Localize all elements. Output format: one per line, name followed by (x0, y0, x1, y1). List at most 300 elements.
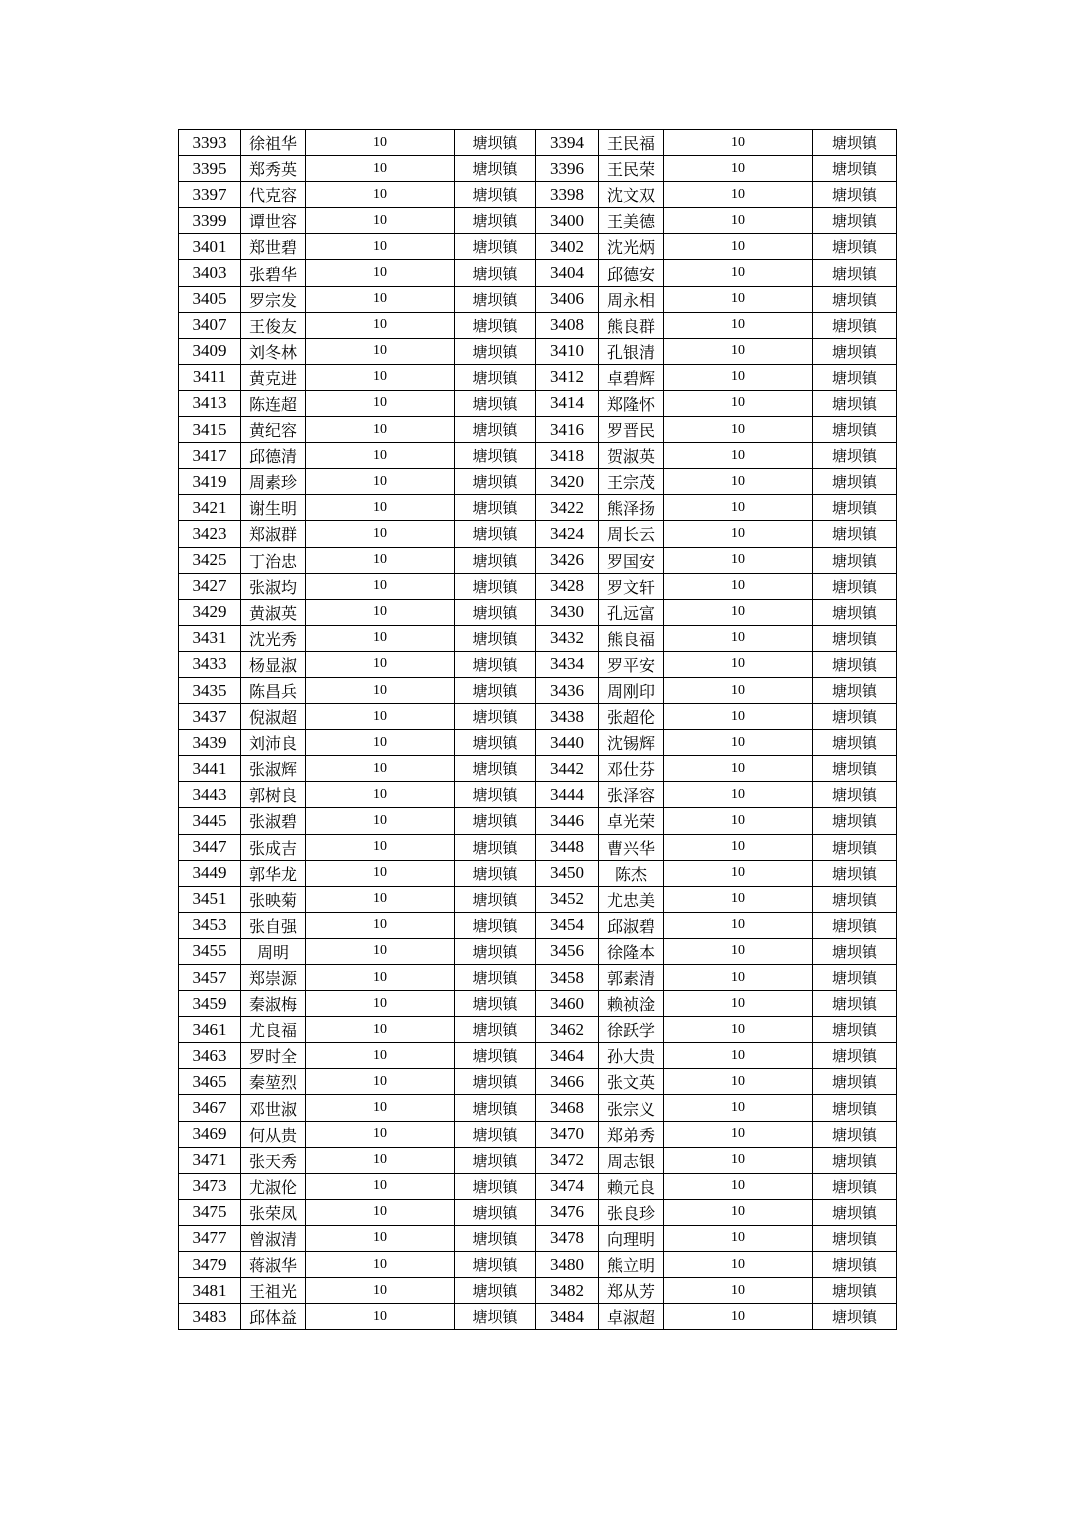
amount-value: 10 (306, 1043, 455, 1069)
record-number: 3415 (179, 417, 241, 443)
amount-value: 10 (306, 364, 455, 390)
person-name: 张成吉 (241, 834, 306, 860)
record-number: 3402 (536, 234, 599, 260)
record-number: 3421 (179, 495, 241, 521)
town-name: 塘坝镇 (455, 260, 536, 286)
town-name: 塘坝镇 (455, 1225, 536, 1251)
amount-value: 10 (664, 234, 813, 260)
record-number: 3466 (536, 1069, 599, 1095)
amount-value: 10 (664, 808, 813, 834)
record-number: 3449 (179, 860, 241, 886)
amount-value: 10 (306, 469, 455, 495)
person-name: 孔远富 (599, 599, 664, 625)
town-name: 塘坝镇 (455, 286, 536, 312)
record-number: 3443 (179, 782, 241, 808)
record-number: 3425 (179, 547, 241, 573)
person-name: 张淑辉 (241, 756, 306, 782)
table-row (179, 599, 897, 625)
town-name: 塘坝镇 (813, 390, 897, 416)
person-name: 周长云 (599, 521, 664, 547)
town-name: 塘坝镇 (455, 208, 536, 234)
town-name: 塘坝镇 (813, 364, 897, 390)
table-row (179, 730, 897, 756)
table-row (179, 130, 897, 156)
table-row (179, 808, 897, 834)
town-name: 塘坝镇 (455, 1147, 536, 1173)
amount-value: 10 (664, 1304, 813, 1330)
amount-value: 10 (664, 390, 813, 416)
town-name: 塘坝镇 (455, 130, 536, 156)
amount-value: 10 (306, 495, 455, 521)
town-name: 塘坝镇 (455, 625, 536, 651)
town-name: 塘坝镇 (455, 991, 536, 1017)
town-name: 塘坝镇 (813, 469, 897, 495)
record-number: 3473 (179, 1173, 241, 1199)
amount-value: 10 (664, 182, 813, 208)
record-number: 3474 (536, 1173, 599, 1199)
town-name: 塘坝镇 (813, 677, 897, 703)
town-name: 塘坝镇 (813, 1225, 897, 1251)
person-name: 曾淑清 (241, 1225, 306, 1251)
person-name: 秦堃烈 (241, 1069, 306, 1095)
table-row (179, 625, 897, 651)
person-name: 徐隆本 (599, 938, 664, 964)
table-row (179, 677, 897, 703)
town-name: 塘坝镇 (455, 599, 536, 625)
person-name: 张文英 (599, 1069, 664, 1095)
record-number: 3472 (536, 1147, 599, 1173)
person-name: 郭素清 (599, 965, 664, 991)
amount-value: 10 (664, 599, 813, 625)
record-number: 3405 (179, 286, 241, 312)
table-row (179, 834, 897, 860)
town-name: 塘坝镇 (455, 1095, 536, 1121)
amount-value: 10 (664, 782, 813, 808)
town-name: 塘坝镇 (455, 808, 536, 834)
amount-value: 10 (664, 1017, 813, 1043)
record-number: 3464 (536, 1043, 599, 1069)
record-number: 3410 (536, 338, 599, 364)
record-number: 3481 (179, 1278, 241, 1304)
person-name: 丁治忠 (241, 547, 306, 573)
amount-value: 10 (306, 599, 455, 625)
record-number: 3431 (179, 625, 241, 651)
person-name: 熊泽扬 (599, 495, 664, 521)
person-name: 沈文双 (599, 182, 664, 208)
table-row (179, 756, 897, 782)
record-number: 3457 (179, 965, 241, 991)
amount-value: 10 (306, 208, 455, 234)
amount-value: 10 (664, 417, 813, 443)
person-name: 谢生明 (241, 495, 306, 521)
amount-value: 10 (664, 1095, 813, 1121)
amount-value: 10 (306, 312, 455, 338)
town-name: 塘坝镇 (455, 782, 536, 808)
person-name: 黄淑英 (241, 599, 306, 625)
amount-value: 10 (306, 1017, 455, 1043)
person-name: 张荣凤 (241, 1199, 306, 1225)
amount-value: 10 (664, 286, 813, 312)
amount-value: 10 (664, 1252, 813, 1278)
person-name: 倪淑超 (241, 704, 306, 730)
record-number: 3452 (536, 886, 599, 912)
record-number: 3399 (179, 208, 241, 234)
person-name: 刘沛良 (241, 730, 306, 756)
table-row (179, 1147, 897, 1173)
person-name: 郑从芳 (599, 1278, 664, 1304)
table-row (179, 860, 897, 886)
amount-value: 10 (664, 521, 813, 547)
amount-value: 10 (664, 651, 813, 677)
record-number: 3467 (179, 1095, 241, 1121)
record-number: 3423 (179, 521, 241, 547)
amount-value: 10 (306, 390, 455, 416)
town-name: 塘坝镇 (455, 182, 536, 208)
person-name: 代克容 (241, 182, 306, 208)
record-number: 3424 (536, 521, 599, 547)
roster-table (178, 129, 897, 1330)
table-row (179, 1095, 897, 1121)
amount-value: 10 (664, 443, 813, 469)
person-name: 熊立明 (599, 1252, 664, 1278)
table-row (179, 495, 897, 521)
town-name: 塘坝镇 (813, 495, 897, 521)
person-name: 张自强 (241, 912, 306, 938)
record-number: 3441 (179, 756, 241, 782)
amount-value: 10 (664, 912, 813, 938)
town-name: 塘坝镇 (455, 1278, 536, 1304)
amount-value: 10 (306, 234, 455, 260)
town-name: 塘坝镇 (813, 573, 897, 599)
amount-value: 10 (306, 1304, 455, 1330)
person-name: 罗文轩 (599, 573, 664, 599)
amount-value: 10 (306, 651, 455, 677)
record-number: 3482 (536, 1278, 599, 1304)
town-name: 塘坝镇 (455, 234, 536, 260)
record-number: 3446 (536, 808, 599, 834)
person-name: 张泽容 (599, 782, 664, 808)
record-number: 3394 (536, 130, 599, 156)
amount-value: 10 (306, 182, 455, 208)
person-name: 王民福 (599, 130, 664, 156)
amount-value: 10 (306, 677, 455, 703)
amount-value: 10 (306, 260, 455, 286)
town-name: 塘坝镇 (455, 390, 536, 416)
person-name: 罗晋民 (599, 417, 664, 443)
town-name: 塘坝镇 (813, 886, 897, 912)
town-name: 塘坝镇 (455, 677, 536, 703)
amount-value: 10 (306, 521, 455, 547)
record-number: 3458 (536, 965, 599, 991)
record-number: 3408 (536, 312, 599, 338)
person-name: 贺淑英 (599, 443, 664, 469)
table-row (179, 338, 897, 364)
record-number: 3417 (179, 443, 241, 469)
person-name: 周明 (241, 938, 306, 964)
amount-value: 10 (664, 469, 813, 495)
table-row (179, 886, 897, 912)
table-row (179, 1225, 897, 1251)
person-name: 卓光荣 (599, 808, 664, 834)
town-name: 塘坝镇 (455, 1173, 536, 1199)
town-name: 塘坝镇 (813, 1252, 897, 1278)
record-number: 3433 (179, 651, 241, 677)
town-name: 塘坝镇 (455, 547, 536, 573)
record-number: 3398 (536, 182, 599, 208)
amount-value: 10 (306, 417, 455, 443)
town-name: 塘坝镇 (455, 912, 536, 938)
town-name: 塘坝镇 (813, 756, 897, 782)
person-name: 邱德清 (241, 443, 306, 469)
person-name: 周刚印 (599, 677, 664, 703)
amount-value: 10 (664, 730, 813, 756)
town-name: 塘坝镇 (813, 208, 897, 234)
record-number: 3450 (536, 860, 599, 886)
town-name: 塘坝镇 (813, 1043, 897, 1069)
amount-value: 10 (306, 573, 455, 599)
person-name: 周素珍 (241, 469, 306, 495)
table-row (179, 390, 897, 416)
table-row (179, 938, 897, 964)
record-number: 3483 (179, 1304, 241, 1330)
amount-value: 10 (306, 1199, 455, 1225)
person-name: 郑淑群 (241, 521, 306, 547)
record-number: 3403 (179, 260, 241, 286)
town-name: 塘坝镇 (813, 1199, 897, 1225)
record-number: 3445 (179, 808, 241, 834)
person-name: 郑世碧 (241, 234, 306, 260)
table-row (179, 1121, 897, 1147)
person-name: 张淑均 (241, 573, 306, 599)
person-name: 向理明 (599, 1225, 664, 1251)
record-number: 3475 (179, 1199, 241, 1225)
town-name: 塘坝镇 (813, 860, 897, 886)
town-name: 塘坝镇 (455, 1304, 536, 1330)
amount-value: 10 (306, 156, 455, 182)
record-number: 3418 (536, 443, 599, 469)
town-name: 塘坝镇 (455, 1017, 536, 1043)
record-number: 3468 (536, 1095, 599, 1121)
person-name: 王祖光 (241, 1278, 306, 1304)
town-name: 塘坝镇 (455, 860, 536, 886)
record-number: 3407 (179, 312, 241, 338)
amount-value: 10 (306, 625, 455, 651)
town-name: 塘坝镇 (455, 704, 536, 730)
amount-value: 10 (664, 625, 813, 651)
town-name: 塘坝镇 (813, 234, 897, 260)
town-name: 塘坝镇 (813, 182, 897, 208)
town-name: 塘坝镇 (813, 599, 897, 625)
town-name: 塘坝镇 (455, 469, 536, 495)
town-name: 塘坝镇 (813, 1017, 897, 1043)
record-number: 3454 (536, 912, 599, 938)
amount-value: 10 (664, 1199, 813, 1225)
town-name: 塘坝镇 (813, 1095, 897, 1121)
record-number: 3479 (179, 1252, 241, 1278)
record-number: 3400 (536, 208, 599, 234)
record-number: 3480 (536, 1252, 599, 1278)
amount-value: 10 (306, 1121, 455, 1147)
record-number: 3438 (536, 704, 599, 730)
amount-value: 10 (664, 338, 813, 364)
amount-value: 10 (664, 938, 813, 964)
record-number: 3426 (536, 547, 599, 573)
person-name: 卓淑超 (599, 1304, 664, 1330)
amount-value: 10 (664, 860, 813, 886)
amount-value: 10 (664, 156, 813, 182)
person-name: 孔银清 (599, 338, 664, 364)
person-name: 尤良福 (241, 1017, 306, 1043)
record-number: 3448 (536, 834, 599, 860)
table-row (179, 208, 897, 234)
person-name: 何从贵 (241, 1121, 306, 1147)
table-row (179, 417, 897, 443)
table-row (179, 364, 897, 390)
person-name: 孙大贵 (599, 1043, 664, 1069)
person-name: 陈连超 (241, 390, 306, 416)
amount-value: 10 (306, 1069, 455, 1095)
town-name: 塘坝镇 (813, 938, 897, 964)
table-row (179, 521, 897, 547)
town-name: 塘坝镇 (813, 338, 897, 364)
record-number: 3430 (536, 599, 599, 625)
person-name: 熊良福 (599, 625, 664, 651)
town-name: 塘坝镇 (813, 443, 897, 469)
record-number: 3411 (179, 364, 241, 390)
person-name: 郭华龙 (241, 860, 306, 886)
person-name: 陈昌兵 (241, 677, 306, 703)
table-row (179, 286, 897, 312)
record-number: 3429 (179, 599, 241, 625)
record-number: 3422 (536, 495, 599, 521)
person-name: 邓仕芬 (599, 756, 664, 782)
record-number: 3413 (179, 390, 241, 416)
table-row (179, 651, 897, 677)
town-name: 塘坝镇 (455, 417, 536, 443)
person-name: 秦淑梅 (241, 991, 306, 1017)
table-row (179, 704, 897, 730)
table-row (179, 182, 897, 208)
town-name: 塘坝镇 (813, 808, 897, 834)
amount-value: 10 (306, 860, 455, 886)
record-number: 3404 (536, 260, 599, 286)
record-number: 3428 (536, 573, 599, 599)
record-number: 3444 (536, 782, 599, 808)
record-number: 3412 (536, 364, 599, 390)
person-name: 沈光秀 (241, 625, 306, 651)
record-number: 3478 (536, 1225, 599, 1251)
amount-value: 10 (306, 756, 455, 782)
table-row (179, 1278, 897, 1304)
town-name: 塘坝镇 (455, 1199, 536, 1225)
record-number: 3401 (179, 234, 241, 260)
town-name: 塘坝镇 (813, 312, 897, 338)
record-number: 3442 (536, 756, 599, 782)
amount-value: 10 (306, 886, 455, 912)
person-name: 罗宗发 (241, 286, 306, 312)
record-number: 3427 (179, 573, 241, 599)
person-name: 王俊友 (241, 312, 306, 338)
town-name: 塘坝镇 (813, 547, 897, 573)
amount-value: 10 (306, 1147, 455, 1173)
table-row (179, 1252, 897, 1278)
person-name: 王民荣 (599, 156, 664, 182)
amount-value: 10 (306, 704, 455, 730)
person-name: 张良珍 (599, 1199, 664, 1225)
person-name: 徐祖华 (241, 130, 306, 156)
record-number: 3414 (536, 390, 599, 416)
person-name: 黄克进 (241, 364, 306, 390)
amount-value: 10 (306, 1173, 455, 1199)
town-name: 塘坝镇 (813, 1173, 897, 1199)
town-name: 塘坝镇 (813, 130, 897, 156)
amount-value: 10 (664, 130, 813, 156)
person-name: 徐跃学 (599, 1017, 664, 1043)
record-number: 3471 (179, 1147, 241, 1173)
person-name: 邱体益 (241, 1304, 306, 1330)
roster-body (179, 130, 897, 1330)
person-name: 张映菊 (241, 886, 306, 912)
town-name: 塘坝镇 (455, 886, 536, 912)
person-name: 郭树良 (241, 782, 306, 808)
person-name: 周永相 (599, 286, 664, 312)
record-number: 3406 (536, 286, 599, 312)
record-number: 3465 (179, 1069, 241, 1095)
record-number: 3476 (536, 1199, 599, 1225)
town-name: 塘坝镇 (813, 1147, 897, 1173)
amount-value: 10 (664, 547, 813, 573)
town-name: 塘坝镇 (455, 1043, 536, 1069)
amount-value: 10 (664, 756, 813, 782)
town-name: 塘坝镇 (813, 965, 897, 991)
table-row (179, 573, 897, 599)
amount-value: 10 (306, 834, 455, 860)
town-name: 塘坝镇 (813, 521, 897, 547)
amount-value: 10 (306, 1278, 455, 1304)
person-name: 蒋淑华 (241, 1252, 306, 1278)
person-name: 罗国安 (599, 547, 664, 573)
amount-value: 10 (306, 130, 455, 156)
town-name: 塘坝镇 (813, 1278, 897, 1304)
person-name: 谭世容 (241, 208, 306, 234)
amount-value: 10 (664, 1173, 813, 1199)
person-name: 周志银 (599, 1147, 664, 1173)
table-row (179, 156, 897, 182)
amount-value: 10 (306, 782, 455, 808)
person-name: 张碧华 (241, 260, 306, 286)
amount-value: 10 (306, 965, 455, 991)
town-name: 塘坝镇 (813, 912, 897, 938)
record-number: 3459 (179, 991, 241, 1017)
record-number: 3437 (179, 704, 241, 730)
amount-value: 10 (306, 912, 455, 938)
table-row (179, 312, 897, 338)
amount-value: 10 (306, 286, 455, 312)
person-name: 张宗义 (599, 1095, 664, 1121)
person-name: 刘冬林 (241, 338, 306, 364)
table-row (179, 1173, 897, 1199)
amount-value: 10 (664, 886, 813, 912)
amount-value: 10 (664, 208, 813, 234)
person-name: 熊良群 (599, 312, 664, 338)
amount-value: 10 (664, 677, 813, 703)
record-number: 3440 (536, 730, 599, 756)
amount-value: 10 (664, 573, 813, 599)
amount-value: 10 (306, 1095, 455, 1121)
record-number: 3393 (179, 130, 241, 156)
town-name: 塘坝镇 (455, 756, 536, 782)
amount-value: 10 (664, 312, 813, 338)
